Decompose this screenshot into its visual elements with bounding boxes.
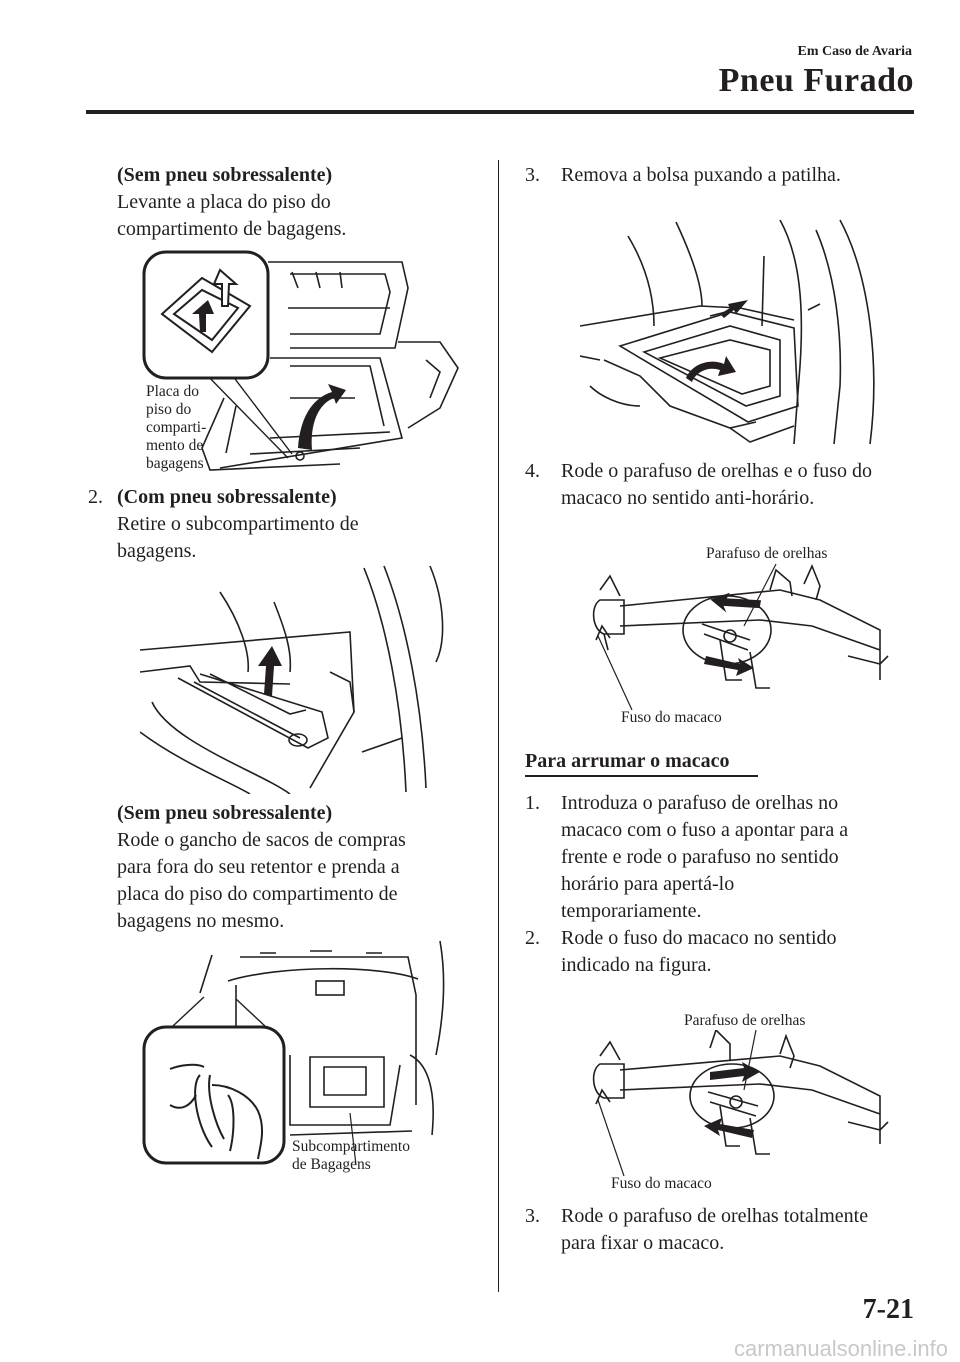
left-text-line: placa do piso do compartimento de	[117, 883, 398, 905]
right-text-line: macaco no sentido anti-horário.	[561, 487, 815, 509]
right-text-line: horário para apertá-lo	[561, 873, 735, 895]
page-number: 7-21	[862, 1294, 914, 1325]
figure-jack-tighten	[580, 1030, 892, 1176]
left-text-line: compartimento de bagagens.	[117, 218, 347, 240]
figure-label-wing-bolt: Parafuso de orelhas	[684, 1012, 806, 1029]
right-text-line: Remova a bolsa puxando a patilha.	[561, 164, 841, 186]
step-number: 3.	[525, 1205, 540, 1227]
left-text-line: Rode o gancho de sacos de compras	[117, 829, 406, 851]
step-number: 1.	[525, 792, 540, 814]
right-text-line: frente e rode o parafuso no sentido	[561, 846, 839, 868]
figure-label-sub-compartment: Subcompartimento de Bagagens	[292, 1138, 410, 1173]
figure-remove-sub-compartment	[140, 562, 450, 794]
right-text-line: para fixar o macaco.	[561, 1232, 725, 1254]
section-heading-underline	[525, 775, 758, 777]
right-text-line: Rode o fuso do macaco no sentido	[561, 927, 837, 949]
header-rule	[86, 110, 914, 114]
left-text-line: bagagens no mesmo.	[117, 910, 285, 932]
left-text-line: Retire o subcompartimento de	[117, 513, 359, 535]
left-text-line: bagagens.	[117, 540, 197, 562]
right-text-line: macaco com o fuso a apontar para a	[561, 819, 849, 841]
figure-label-jack-screw: Fuso do macaco	[611, 1175, 712, 1192]
figure-jack-loosen	[580, 560, 892, 710]
right-text-line: temporariamente.	[561, 900, 702, 922]
section-heading-store-jack: Para arrumar o macaco	[525, 750, 730, 772]
column-divider	[498, 160, 499, 1292]
step-number: 4.	[525, 460, 540, 482]
right-text-line: Rode o parafuso de orelhas totalmente	[561, 1205, 869, 1227]
step-number: 2.	[525, 927, 540, 949]
figure-shopping-bag-hook	[140, 935, 456, 1165]
left-text-line: para fora do seu retentor e prenda a	[117, 856, 400, 878]
left-heading-with-spare: (Com pneu sobressalente)	[117, 486, 337, 508]
running-header-section: Em Caso de Avaria	[797, 44, 912, 59]
right-text-line: Rode o parafuso de orelhas e o fuso do	[561, 460, 873, 482]
page-title: Pneu Furado	[718, 62, 914, 99]
right-text-line: indicado na figura.	[561, 954, 712, 976]
left-text-line: Levante a placa do piso do	[117, 191, 331, 213]
step-number: 2.	[88, 486, 103, 508]
figure-remove-bag	[580, 216, 892, 448]
right-text-line: Introduza o parafuso de orelhas no	[561, 792, 839, 814]
left-heading-no-spare-1: (Sem pneu sobressalente)	[117, 164, 333, 186]
figure-label-jack-screw: Fuso do macaco	[621, 709, 722, 726]
step-number: 3.	[525, 164, 540, 186]
figure-label-wing-bolt: Parafuso de orelhas	[706, 545, 828, 562]
watermark: carmanualsonline.info	[733, 1336, 948, 1361]
left-heading-no-spare-2: (Sem pneu sobressalente)	[117, 802, 333, 824]
figure-label-floor-board: Placa do piso do comparti- mento de bagagens	[146, 383, 207, 472]
